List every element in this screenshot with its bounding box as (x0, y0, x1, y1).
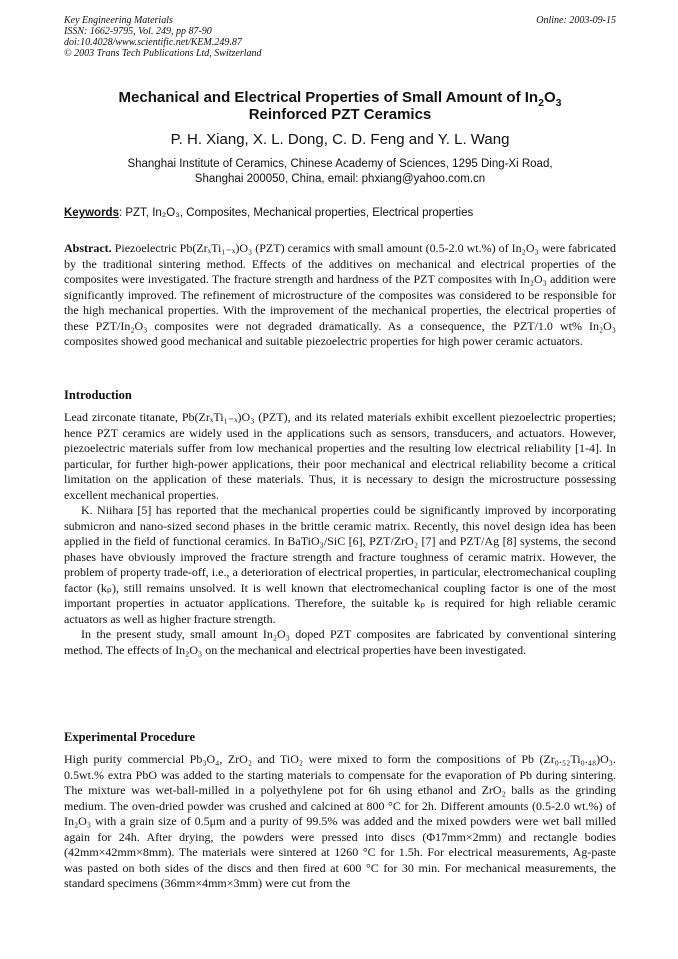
doi-line: doi:10.4028/www.scientific.net/KEM.249.87 (64, 37, 242, 48)
introduction-heading: Introduction (64, 388, 132, 402)
abstract-label: Abstract. (64, 241, 112, 255)
issn-line: ISSN: 1662-9795, Vol. 249, pp 87-90 (64, 26, 212, 37)
copyright-line: © 2003 Trans Tech Publications Ltd, Switzerland (64, 48, 262, 59)
journal-header (64, 15, 616, 59)
experimental-paragraph: High purity commercial Pb₃O₄, ZrO₂ and TiO₂ were mixed to form the compositions of Pb (Zr₀.₅₂Ti₀.₄₈)O₃. 0.5wt.% extra PbO was added to the starting materials to compensate for the evaporation of Pb during sintering. The mixture was wet-ball-milled in a polyethylene pot for 6h using ethanol and ZrO₂ balls as the grinding medium. The oven-dried powder was crushed and calcined at 800 °C for 2h. Different amounts (0.5-2.0 wt.%) of In₂O₃ with a grain size of 0.5μm and a purity of 99.5% was added and the mixed powders were wet ball milled again for 24h. After drying, the powders were pressed into discs (Φ17mm×2mm) and rectangle bodies (42mm×42mm×8mm). The materials were sintered at 1260 °C for 1.5h. For electrical measurements, Ag-paste was pasted on both sides of the discs and then fired at 600 °C for 30 min. For mechanical measurements, the standard specimens (36mm×4mm×3mm) were cut from the (64, 752, 616, 890)
title-line-1 (64, 89, 616, 109)
title-sub-2: 3 (555, 97, 562, 109)
title-sub-1: 2 (538, 97, 544, 109)
affiliation (64, 157, 616, 187)
online-date: Online: 2003-09-15 (536, 15, 616, 26)
experimental-heading: Experimental Procedure (64, 730, 196, 744)
keywords-label: Keywords (64, 207, 119, 219)
title-text-a: Mechanical and Electrical Properties of Small Amount of In (118, 89, 539, 106)
title-text-b: O (543, 89, 556, 106)
introduction-section (64, 410, 616, 658)
keywords-line (64, 206, 616, 221)
experimental-section (64, 752, 616, 892)
title-line-2: Reinforced PZT Ceramics (248, 106, 432, 123)
intro-paragraph-2: K. Niihara [5] has reported that the mechanical properties could be significantly improved by incorporating submicron and nano-sized second phases in the brittle ceramic matrix. Recently, this novel design idea has been applied in the field of functional ceramics. In BaTiO₃/SiC [6], PZT/ZrO₂ [7] and PZT/Ag [8] systems, the second phases have obviously improved the fracture strength and fracture toughness of ceramic matrix. However, the problem of property trade-off, i.e., a deterioration of electrical properties, in particular, electromechanical coupling factor (kₚ), still remains unsolved. It is well known that electromechanical coupling factor is one of the most important properties in actuator applications. Therefore, the suitable kₚ is required for high reliable ceramic actuators as well as higher fracture strength. (64, 503, 616, 626)
paper-title (64, 89, 616, 123)
affiliation-line-2: Shanghai 200050, China, email: phxiang@yahoo.com.cn (194, 173, 486, 185)
abstract (64, 241, 616, 350)
abstract-text: Piezoelectric Pb(ZrₓTi₁₋ₓ)O₃ (PZT) ceramics with small amount (0.5-2.0 wt.%) of In₂O₃ were fabricated by the traditional sintering method. Effects of the additives on mechanical and electrical properties of the composites were investigated. The fracture strength and hardness of the PZT composites with In₂O₃ addition were significantly improved. The refinement of microstructure of the composites was considered to be responsible for the high mechanical properties. With the improvement of the mechanical properties, the electrical properties of these PZT/In₂O₃ composites were not degraded dramatically. As a consequence, the PZT/1.0 wt% In₂O₃ composites showed good mechanical and suitable piezoelectric properties for high power ceramic actuators. (64, 241, 617, 348)
keywords-text: : PZT, In₂O₃, Composites, Mechanical properties, Electrical properties (118, 207, 474, 219)
author-list: P. H. Xiang, X. L. Dong, C. D. Feng and Y. L. Wang (170, 131, 510, 148)
journal-name: Key Engineering Materials (64, 15, 173, 26)
affiliation-line-1: Shanghai Institute of Ceramics, Chinese Academy of Sciences, 1295 Ding-Xi Road, (127, 158, 553, 170)
intro-paragraph-3: In the present study, small amount In₂O₃ doped PZT composites are fabricated by conventional sintering method. The effects of In₂O₃ on the mechanical and electrical properties have been investigated. (64, 627, 616, 657)
intro-paragraph-1: Lead zirconate titanate, Pb(ZrₓTi₁₋ₓ)O₃ (PZT), and its related materials exhibit excellent piezoelectric properties; hence PZT ceramics are widely used in the applications such as sensors, transducers, and actuators. However, piezoelectric materials suffer from low mechanical properties and the resulting low electrical reliability [1-4]. In particular, for further high-power applications, their poor mechanical and electrical reliability become a critical limitation on the application of these materials. Thus, it is necessary to design the microstructure possessing excellent mechanical properties. (64, 410, 616, 502)
